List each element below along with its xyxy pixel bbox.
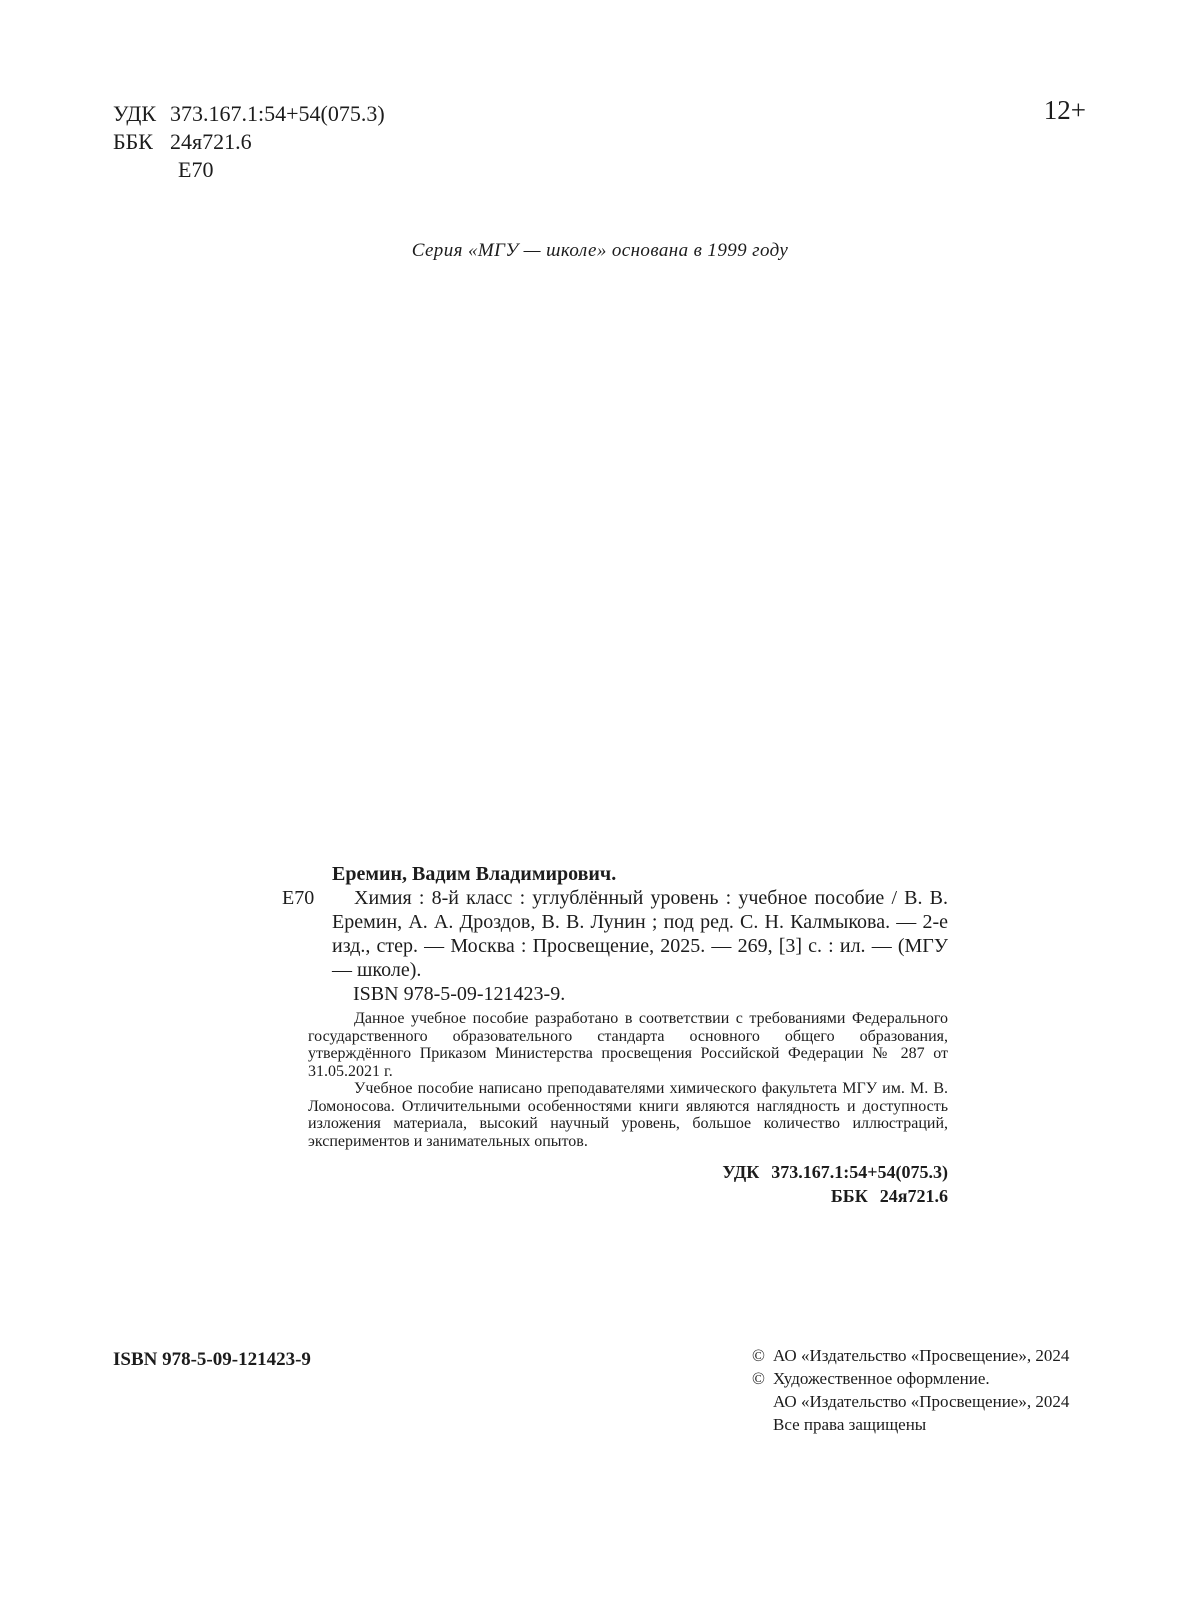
copyright-spacer-3 [752,1390,773,1413]
classification-block [113,100,385,184]
annotation-block [308,1010,948,1150]
copyright-block [752,1344,1069,1436]
author-code-spacer [113,156,170,184]
annotation-paragraph-1: Данное учебное пособие разработано в соответствии с требованиями Федерального государственного образовательного стандарта основного общего образования, утверждённого Приказом Министерства просвещения Российской Федерации № 287 от 31.05.2021 г. [308,1010,948,1080]
copyright-text-4: Все права защищены [773,1415,927,1434]
copyright-symbol-2: © [752,1369,765,1388]
age-rating-badge: 12+ [1043,95,1086,125]
author-code: Е70 [178,157,214,182]
bbk-row [113,128,385,156]
bibliographic-description: Химия : 8-й класс : углублённый уровень : учебное пособие / В. В. Еремин, А. А. Дроздов, В. В. Лунин ; под ред. С. Н. Калмыкова. — 2-е изд., стер. — Москва : Просвещение, 2025. — 269, [3] с. : ил. — (МГУ — школе). [332,887,948,981]
author-heading: Еремин, Вадим Владимирович. [332,863,617,885]
copyright-text-2: Художественное оформление. [773,1369,990,1388]
annotation-paragraph-2: Учебное пособие написано преподавателями химического факультета МГУ им. М. В. Ломоносова. Отличительными особенностями книги являются наглядность и доступность изложения материала, высокий научный уровень, большое количество иллюстраций, экспериментов и занимательных опытов. [308,1080,948,1150]
series-note: Серия «МГУ — школе» основана в 1999 году [411,240,789,261]
copyright-row-4 [752,1413,1069,1436]
copyright-row-3 [752,1390,1069,1413]
bbk-label: ББК [113,129,153,154]
card-udk-row [308,1160,948,1184]
card-udk-value: 373.167.1:54+54(075.3) [771,1162,948,1182]
copyright-row-1 [752,1344,1069,1367]
copyright-spacer-4 [752,1413,773,1436]
footer-isbn: ISBN 978-5-09-121423-9 [113,1349,311,1370]
card-udk-label: УДК [722,1162,760,1182]
card-isbn-line: ISBN 978-5-09-121423-9. [353,983,566,1005]
udk-row [113,100,385,128]
catalog-card-code: Е70 [282,887,315,909]
catalog-card [282,862,948,1208]
card-bbk-label: ББК [830,1186,868,1206]
udk-label: УДК [113,101,157,126]
copyright-text-1: АО «Издательство «Просвещение», 2024 [773,1346,1070,1365]
card-bbk-value: 24я721.6 [879,1186,948,1206]
card-classification-codes [308,1160,948,1208]
udk-value: 373.167.1:54+54(075.3) [170,101,385,126]
card-bbk-row [308,1184,948,1208]
copyright-symbol-1: © [752,1346,765,1365]
copyright-row-2 [752,1367,1069,1390]
author-code-row [113,156,385,184]
bbk-value: 24я721.6 [170,129,252,154]
copyright-text-3: АО «Издательство «Просвещение», 2024 [773,1392,1070,1411]
